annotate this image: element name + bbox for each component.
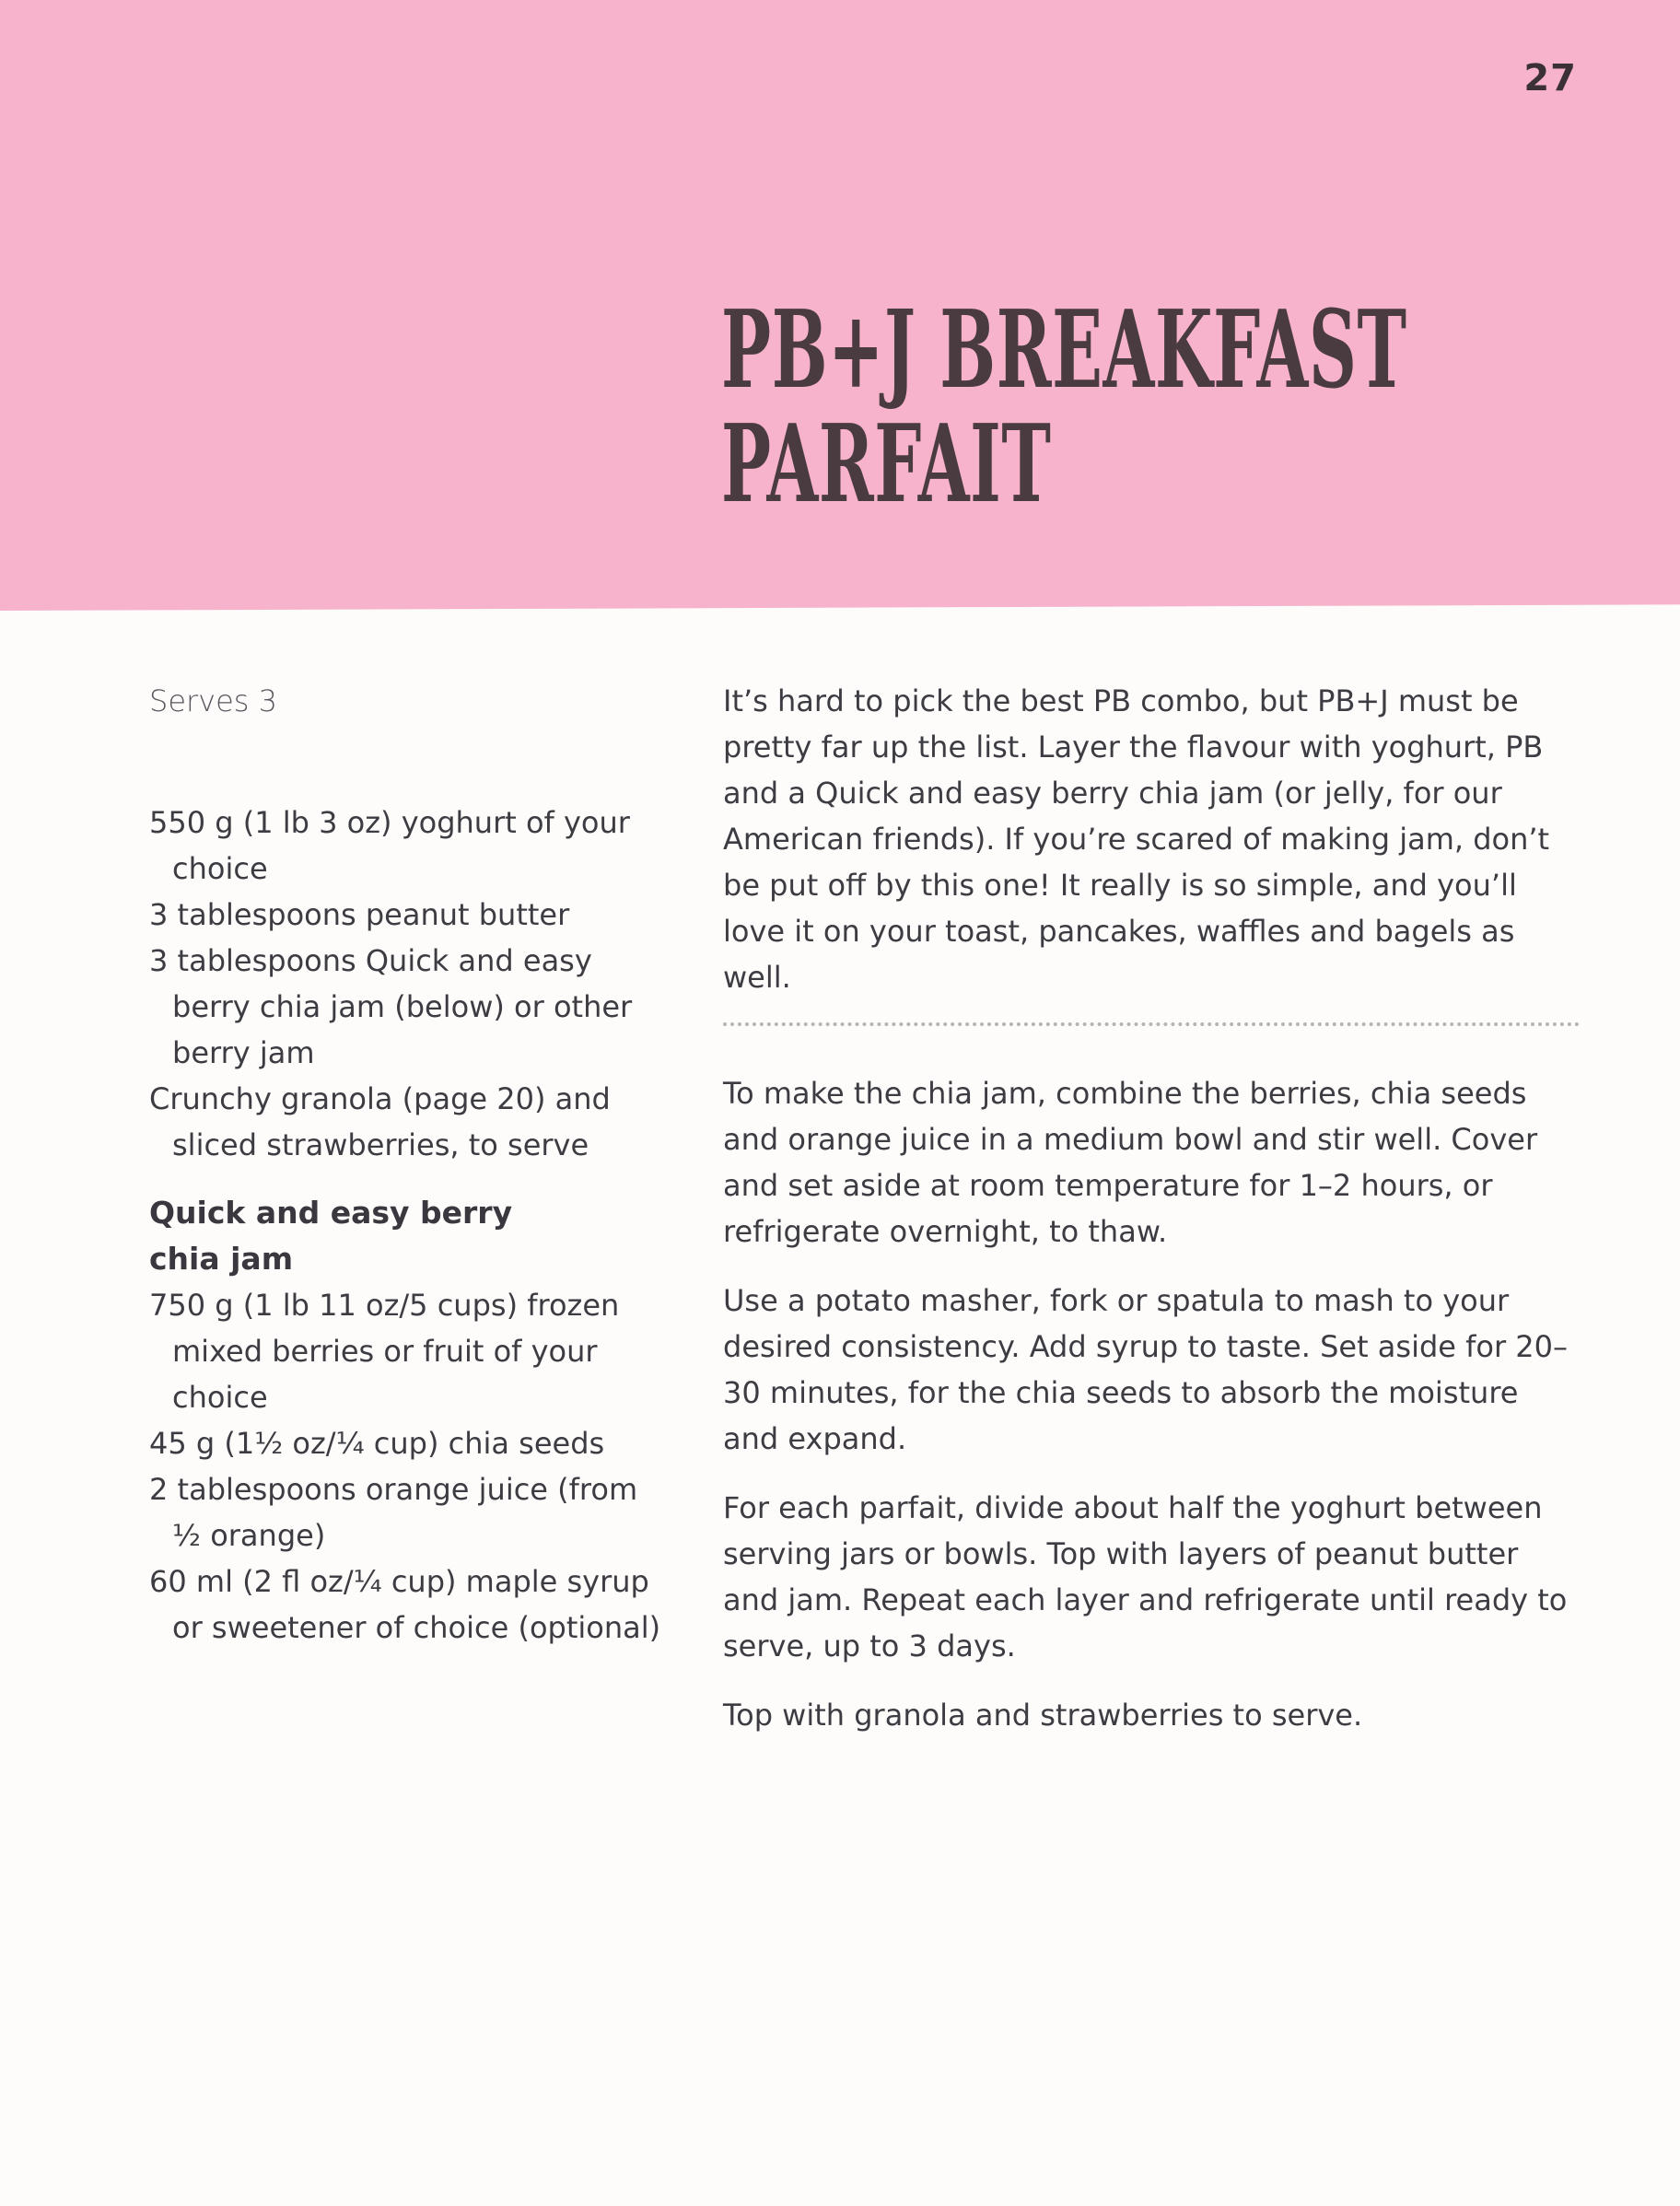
chia-jam-heading: Quick and easy berry chia jam	[149, 1195, 513, 1277]
serves-label: Serves 3	[149, 683, 277, 718]
method-step: For each parfait, divide about half the yoghurt between serving jars or bowls. Top with layers of peanut butter and jam. Repeat each layer and refrigerate until ready to serve, up to 3 days.	[723, 1490, 1568, 1663]
ingredient-item: 3 tablespoons Quick and easy berry chia jam (below) or other berry jam	[149, 943, 633, 1070]
page-number: 27	[1523, 57, 1577, 99]
dotted-divider	[723, 1022, 1580, 1026]
recipe-title-line-2: PARFAIT	[721, 402, 1052, 527]
ingredients-column	[149, 678, 665, 1651]
ingredient-item: 550 g (1 lb 3 oz) yoghurt of your choice	[149, 805, 630, 886]
chia-jam-ingredient-list	[149, 1282, 665, 1651]
chia-jam-ingredient-item: 45 g (1½ oz/¼ cup) chia seeds	[149, 1426, 605, 1461]
chia-jam-ingredient-item: 2 tablespoons orange juice (from ½ orange)	[149, 1472, 638, 1553]
method-step: Use a potato masher, fork or spatula to mash to your desired consistency. Add syrup to taste. Set aside for 20–30 minutes, for the chia seeds to absorb the moisture and expand.	[723, 1283, 1569, 1456]
chia-jam-ingredient-item: 750 g (1 lb 11 oz/5 cups) frozen mixed berries or fruit of your choice	[149, 1288, 620, 1415]
chia-jam-ingredient-item: 60 ml (2 fl oz/¼ cup) maple syrup or sweetener of choice (optional)	[149, 1564, 661, 1645]
ingredient-item: Crunchy granola (page 20) and sliced strawberries, to serve	[149, 1081, 611, 1162]
ingredient-item: 3 tablespoons peanut butter	[149, 897, 570, 932]
recipe-title-line-1: PB+J BREAKFAST	[721, 287, 1407, 413]
recipe-title	[721, 287, 1407, 527]
method-steps	[723, 1070, 1580, 1738]
ingredient-list	[149, 800, 665, 1168]
method-column	[723, 678, 1580, 1761]
method-step: Top with granola and strawberries to serve.	[723, 1698, 1363, 1733]
method-step: To make the chia jam, combine the berries, chia seeds and orange juice in a medium bowl and stir well. Cover and set aside at room temperature for 1–2 hours, or refrigerate overnight, to thaw.	[723, 1076, 1538, 1249]
intro-paragraph: It’s hard to pick the best PB combo, but PB+J must be pretty far up the list. Layer the flavour with yoghurt, PB and a Quick and easy berry chia jam (or jelly, for our American friends). If you’re scared of making jam, don’t be put off by this one! It really is so simple, and you’ll love it on your toast, pancakes, waffles and bagels as well.	[723, 683, 1550, 995]
